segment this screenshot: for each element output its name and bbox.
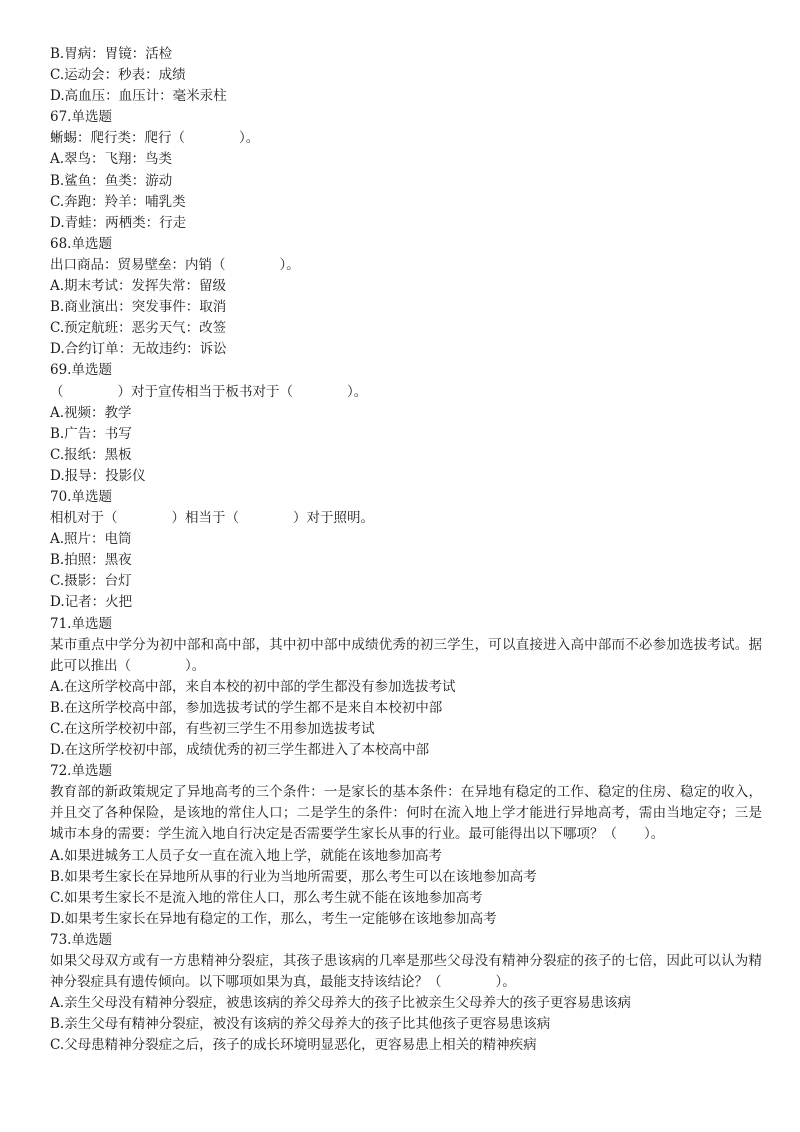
option-item: C.在这所学校初中部，有些初三学生不用参加选拔考试 [50,721,375,737]
option-item: A.视频：教学 [50,404,132,421]
question-71 [50,614,762,762]
option-item: D.合约订单：无故违约：诉讼 [50,341,227,358]
option-item: D.高血压：血压计：毫米汞柱 [50,88,227,105]
question-stem: 蜥蜴：爬行类：爬行（ ）。 [50,130,260,147]
option-item: B.如果考生家长在异地所从事的行业为当地所需要，那么考生可以在该地参加高考 [50,868,537,885]
option-item: C.如果考生家长不是流入地的常住人口，那么考生就不能在该地参加高考 [50,889,483,906]
option-item: B.在这所学校高中部，参加选拔考试的学生都不是来自本校初中部 [50,699,443,716]
lead-options [50,44,762,107]
option-item: C.预定航班：恶劣天气：改签 [50,320,227,337]
option-item: D.在这所学校初中部，成绩优秀的初三学生都进入了本校高中部 [50,742,430,759]
option-item: D.记者：火把 [50,594,133,611]
option-item: A.期末考试：发挥失常：留级 [50,278,227,295]
question-header: 71.单选题 [50,615,112,632]
option-item: D.如果考生家长在异地有稳定的工作，那么，考生一定能够在该地参加高考 [50,910,497,927]
question-stem: 出口商品：贸易壁垒：内销（ ）。 [50,256,300,273]
option-item: B.拍照：黑夜 [50,552,132,569]
question-72 [50,761,762,930]
option-item: B.亲生父母有精神分裂症，被没有该病的养父母养大的孩子比其他孩子更容易患该病 [50,1016,551,1033]
question-73 [50,930,762,1057]
option-item: C.摄影：台灯 [50,573,132,590]
exam-document [50,44,762,1057]
question-stem: 教育部的新政策规定了异地高考的三个条件：一是家长的基本条件：在异地有稳定的工作、稳定的住房、稳定的收入，并且交了各种保险，是该地的常住人口；二是学生的条件：何时在流入地上学才能进行异地高考，需由当地定夺；三是城市本身的需要：学生流入地自行决定是否需要学生家长从事的行业。最可能得出以下哪项？（ ）。 [50,784,762,843]
option-item: B.广告：书写 [50,425,132,442]
option-item: B.胃病：胃镜：活检 [50,46,173,62]
option-item: B.鲨鱼：鱼类：游动 [50,172,173,189]
option-item: B.商业演出：突发事件：取消 [50,299,227,316]
option-item: C.运动会：秒表：成绩 [50,67,186,84]
question-68 [50,234,762,361]
option-item: C.奔跑：羚羊：哺乳类 [50,193,186,210]
question-stem: 如果父母双方或有一方患精神分裂症，其孩子患该病的几率是那些父母没有精神分裂症的孩子的七倍，因此可以认为精神分裂症具有遗传倾向。以下哪项如果为真，最能支持该结论？（ ）。 [50,953,762,991]
question-header: 72.单选题 [50,763,112,780]
question-stem: 某市重点中学分为初中部和高中部，其中初中部中成绩优秀的初三学生，可以直接进入高中部而不必参加选拔考试。据此可以推出（ ）。 [50,636,762,674]
option-item: C.报纸：黑板 [50,446,132,463]
option-item: A.如果进城务工人员子女一直在流入地上学，就能在该地参加高考 [50,847,443,864]
question-header: 70.单选题 [50,488,112,505]
question-header: 68.单选题 [50,235,112,252]
option-item: D.报导：投影仪 [50,467,146,484]
question-header: 67.单选题 [50,109,112,126]
option-item: A.亲生父母没有精神分裂症，被患该病的养父母养大的孩子比被亲生父母养大的孩子更容易患该病 [50,995,632,1012]
question-stem: （ ）对于宣传相当于板书对于（ ）。 [50,383,368,400]
option-item: C.父母患精神分裂症之后，孩子的成长环境明显恶化，更容易患上相关的精神疾病 [50,1037,537,1054]
question-header: 69.单选题 [50,362,112,379]
option-item: A.在这所学校高中部，来自本校的初中部的学生都没有参加选拔考试 [50,678,456,695]
question-69 [50,360,762,487]
option-item: A.翠鸟：飞翔：鸟类 [50,151,173,168]
question-stem: 相机对于（ ）相当于（ ）对于照明。 [50,510,374,527]
question-header: 73.单选题 [50,931,112,948]
question-70 [50,487,762,614]
question-67 [50,107,762,234]
option-item: D.青蛙：两栖类：行走 [50,214,187,231]
option-item: A.照片：电筒 [50,531,132,548]
